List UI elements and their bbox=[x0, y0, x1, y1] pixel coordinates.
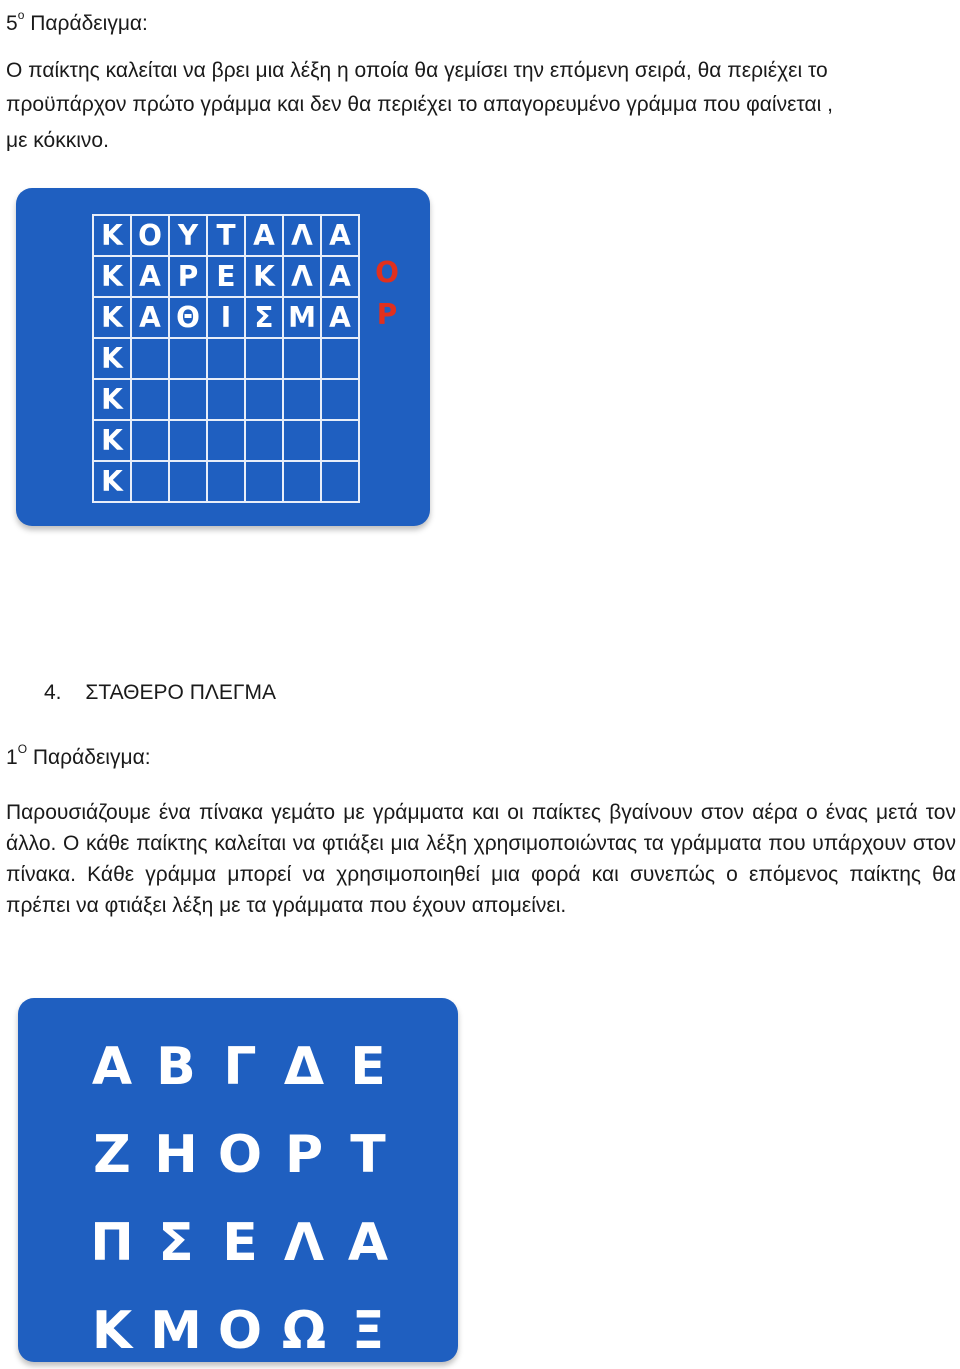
board-letter: Μ bbox=[150, 1301, 202, 1361]
grid-cell: Μ bbox=[284, 298, 322, 339]
letter-grid bbox=[82, 1036, 398, 1362]
grid-cell: Κ bbox=[94, 216, 132, 257]
grid-cell: Κ bbox=[94, 257, 132, 298]
board-letter: Λ bbox=[283, 1213, 325, 1273]
grid-cell bbox=[208, 339, 246, 380]
grid-cell bbox=[284, 462, 322, 503]
grid-cell bbox=[132, 421, 170, 462]
grid-cell bbox=[322, 462, 360, 503]
forbidden-letter: Ρ bbox=[376, 298, 398, 331]
grid-cell bbox=[246, 380, 284, 421]
example1-label: Παράδειγμα: bbox=[27, 746, 151, 769]
example5-line3: με κόκκινο. bbox=[6, 129, 109, 152]
board-letter: Ο bbox=[217, 1125, 263, 1185]
grid-cell bbox=[170, 380, 208, 421]
section-title: ΣΤΑΘΕΡΟ ΠΛΕΓΜΑ bbox=[85, 681, 276, 704]
example1-paragraph: Παρουσιάζουμε ένα πίνακα γεμάτο με γράμματα και οι παίκτες βγαίνουν στον αέρα ο ένας μετά τον άλλο. Ο κάθε παίκτης καλείται να φτιάξει μια λέξη χρησιμοποιώντας τα γράμματα που υπάρχουν στον πίνακα. Κάθε γράμμα μπορεί να χρησιμοποιηθεί μια φορά και συνεπώς ο επόμενος παίκτης θα πρέπει να φτιάξει λέξη με τα γράμματα που έχουν απομείνει. bbox=[6, 801, 956, 917]
grid-cell bbox=[284, 339, 322, 380]
board-letter: Ε bbox=[222, 1213, 258, 1273]
grid-cell: Α bbox=[322, 298, 360, 339]
board-letter: Ρ bbox=[284, 1125, 324, 1185]
grid-cell: Α bbox=[322, 216, 360, 257]
grid-cell: Υ bbox=[170, 216, 208, 257]
board-letter: Π bbox=[90, 1213, 134, 1273]
grid-cell bbox=[246, 421, 284, 462]
grid-cell: Κ bbox=[94, 298, 132, 339]
grid-cell: Κ bbox=[246, 257, 284, 298]
grid-cell bbox=[132, 380, 170, 421]
example1-number: 1 bbox=[6, 746, 18, 769]
board-letter: Ο bbox=[217, 1301, 263, 1361]
grid-cell bbox=[132, 462, 170, 503]
grid-cell: Ι bbox=[208, 298, 246, 339]
grid-cell bbox=[284, 421, 322, 462]
example5-ordinal: ο bbox=[17, 8, 25, 22]
board-letter: Ε bbox=[350, 1037, 386, 1097]
section-heading bbox=[44, 679, 276, 707]
grid-cell: Θ bbox=[170, 298, 208, 339]
grid-cell: Κ bbox=[94, 339, 132, 380]
grid-cell: Λ bbox=[284, 216, 322, 257]
board-letter: Ω bbox=[281, 1301, 327, 1361]
grid-cell bbox=[322, 421, 360, 462]
grid-cell: Κ bbox=[94, 421, 132, 462]
grid-cell: Α bbox=[132, 257, 170, 298]
grid-cell bbox=[246, 339, 284, 380]
grid-cell: Κ bbox=[94, 380, 132, 421]
board-letter: Β bbox=[156, 1037, 196, 1097]
word-grid-board bbox=[16, 188, 430, 526]
example5-line2: προϋπάρχον πρώτο γράμμα και δεν θα περιέχει το απαγορευμένο γράμμα που φαίνεται , bbox=[6, 93, 833, 116]
grid-cell: Ο bbox=[132, 216, 170, 257]
grid-cell: Α bbox=[132, 298, 170, 339]
word-grid bbox=[92, 214, 360, 503]
grid-cell bbox=[132, 339, 170, 380]
example1-ordinal: Ο bbox=[17, 742, 28, 756]
example1-heading bbox=[6, 738, 151, 772]
grid-cell bbox=[170, 421, 208, 462]
grid-cell bbox=[170, 339, 208, 380]
board-letter: Κ bbox=[91, 1301, 133, 1361]
board-letter: Τ bbox=[350, 1125, 386, 1185]
grid-cell: Τ bbox=[208, 216, 246, 257]
example5-label: Παράδειγμα: bbox=[24, 12, 148, 35]
board-letter: Η bbox=[154, 1125, 198, 1185]
grid-cell bbox=[170, 462, 208, 503]
section-number: 4. bbox=[44, 681, 62, 704]
grid-cell: Α bbox=[246, 216, 284, 257]
board-letter: Ζ bbox=[93, 1125, 131, 1185]
grid-cell: Ε bbox=[208, 257, 246, 298]
grid-cell: Α bbox=[322, 257, 360, 298]
forbidden-letter: Ο bbox=[375, 256, 399, 289]
grid-cell bbox=[208, 421, 246, 462]
grid-cell: Σ bbox=[246, 298, 284, 339]
board-letter: Γ bbox=[223, 1037, 257, 1097]
grid-cell: Ρ bbox=[170, 257, 208, 298]
example5-line1: Ο παίκτης καλείται να βρει μια λέξη η οποία θα γεμίσει την επόμενη σειρά, θα περιέχει το bbox=[6, 59, 828, 82]
grid-cell bbox=[208, 462, 246, 503]
grid-cell bbox=[208, 380, 246, 421]
example5-number: 5 bbox=[6, 12, 18, 35]
grid-cell bbox=[284, 380, 322, 421]
board-letter: Α bbox=[91, 1037, 133, 1097]
grid-cell: Λ bbox=[284, 257, 322, 298]
grid-cell: Κ bbox=[94, 462, 132, 503]
grid-cell bbox=[246, 462, 284, 503]
grid-cell bbox=[322, 380, 360, 421]
board-letter: Α bbox=[347, 1213, 389, 1273]
grid-cell bbox=[322, 339, 360, 380]
board-letter: Ξ bbox=[351, 1301, 385, 1361]
letter-board bbox=[18, 998, 458, 1362]
board-letter: Δ bbox=[283, 1037, 325, 1097]
example5-heading bbox=[6, 4, 148, 38]
board-letter: Σ bbox=[158, 1213, 194, 1273]
